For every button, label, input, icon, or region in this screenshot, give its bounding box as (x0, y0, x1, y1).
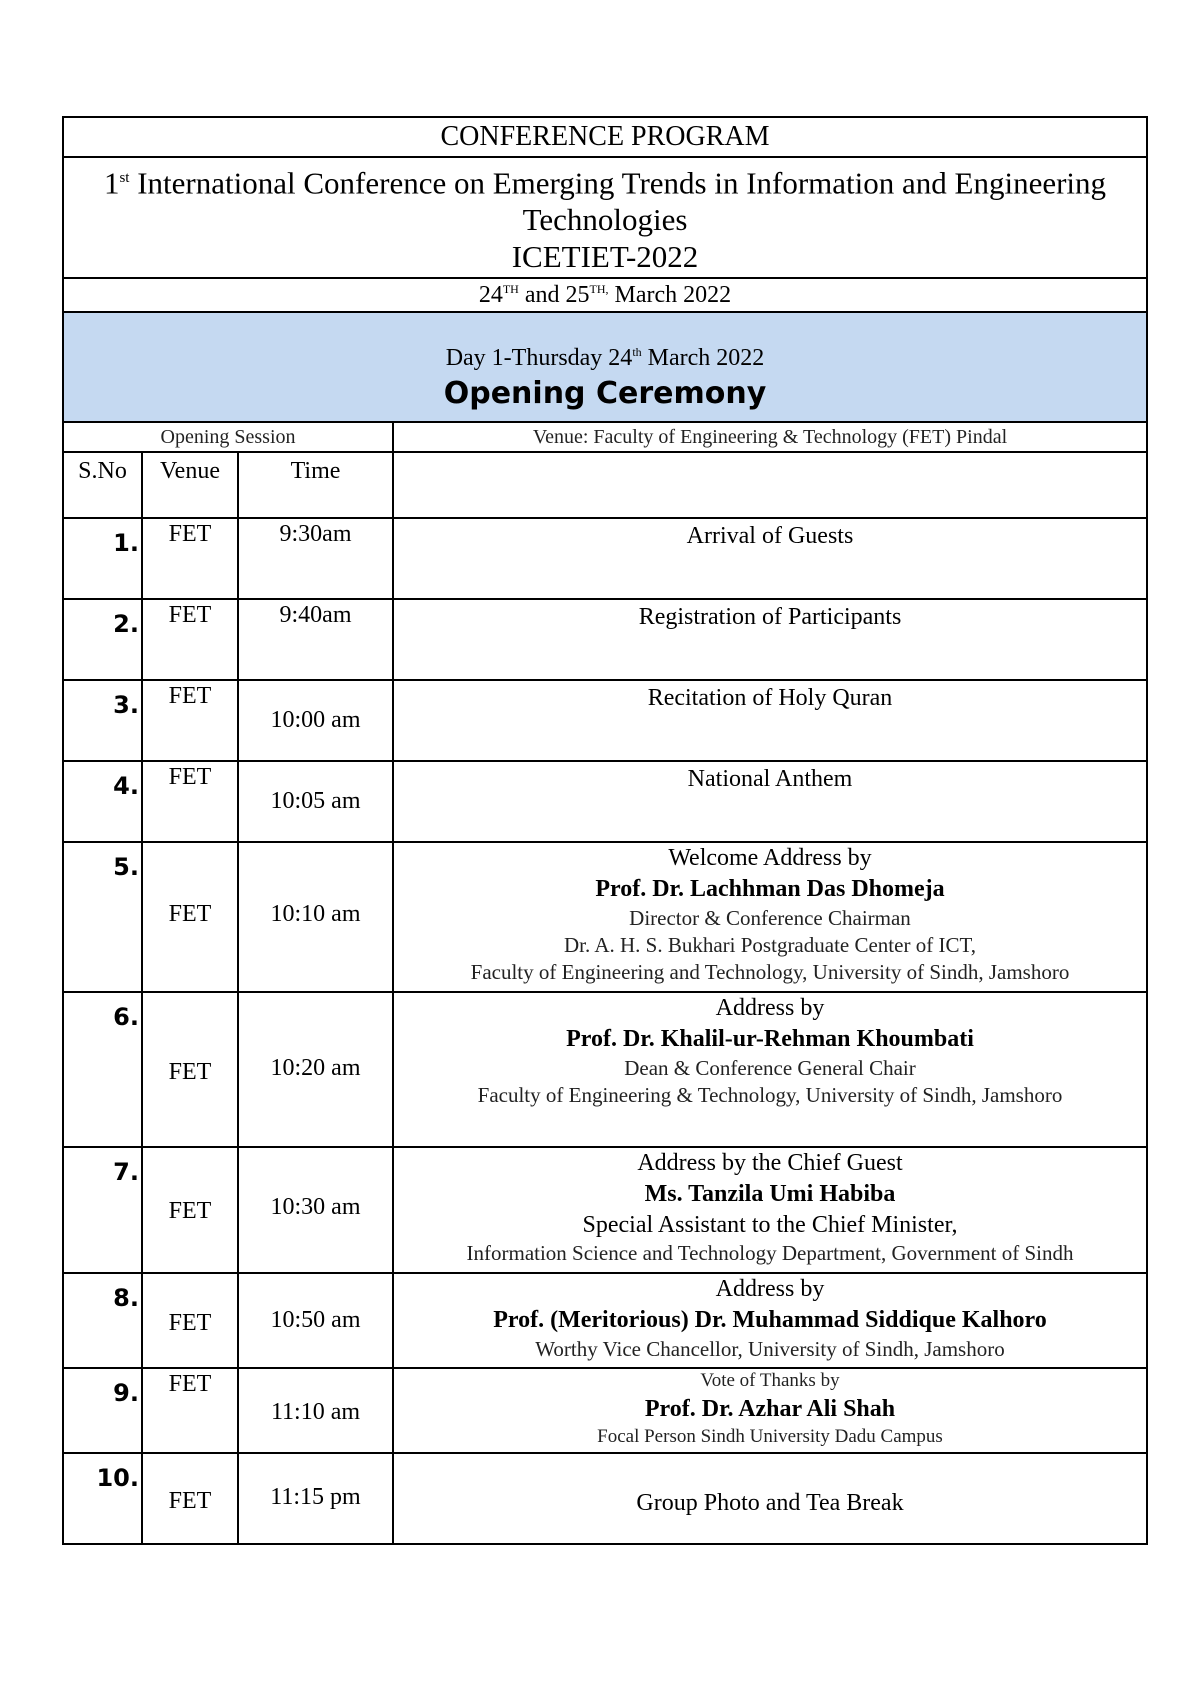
table-row (63, 599, 1147, 680)
row-time: 11:10 am (238, 1368, 393, 1453)
row-activity: Welcome Address by Prof. Dr. Lachhman Das Dhomeja Director & Conference Chairman Dr. A. H. S. Bukhari Postgraduate Center of ICT, Faculty of Engineering and Technology, University of Sindh, Jamshoro (393, 842, 1147, 992)
row-activity: Address by the Chief Guest Ms. Tanzila Umi Habiba Special Assistant to the Chief Minister, Information Science and Technology Department, Government of Sindh (393, 1147, 1147, 1273)
row-venue: FET (142, 1453, 238, 1544)
row-number: 6. (63, 992, 142, 1147)
row-venue: FET (142, 599, 238, 680)
conference-program-table (62, 116, 1148, 1545)
row-time: 10:50 am (238, 1273, 393, 1368)
row-venue: FET (142, 842, 238, 992)
row-activity: Arrival of Guests (393, 518, 1147, 599)
table-row (63, 518, 1147, 599)
day-banner (63, 312, 1147, 422)
row-venue: FET (142, 1368, 238, 1453)
table-row (63, 992, 1147, 1147)
col-header-sno: S.No (63, 452, 142, 518)
row-activity: Recitation of Holy Quran (393, 680, 1147, 761)
row-time: 10:10 am (238, 842, 393, 992)
row-number: 10. (63, 1453, 142, 1544)
session-venue: Venue: Faculty of Engineering & Technology (FET) Pindal (393, 422, 1147, 452)
row-activity: Registration of Participants (393, 599, 1147, 680)
row-number: 8. (63, 1273, 142, 1368)
row-activity: Vote of Thanks by Prof. Dr. Azhar Ali Shah Focal Person Sindh University Dadu Campus (393, 1368, 1147, 1453)
row-venue: FET (142, 680, 238, 761)
row-time: 10:05 am (238, 761, 393, 842)
row-time: 9:40am (238, 599, 393, 680)
row-activity: Address by Prof. Dr. Khalil-ur-Rehman Khoumbati Dean & Conference General Chair Faculty of Engineering & Technology, University of Sindh, Jamshoro (393, 992, 1147, 1147)
table-row (63, 1273, 1147, 1368)
table-row (63, 842, 1147, 992)
row-time: 9:30am (238, 518, 393, 599)
row-time: 10:30 am (238, 1147, 393, 1273)
row-activity: Group Photo and Tea Break (393, 1453, 1147, 1544)
row-number: 2. (63, 599, 142, 680)
conference-name-cell (63, 157, 1147, 278)
conference-dates: 24TH and $25^{TH,}$ March 2022 (63, 278, 1147, 312)
row-venue: FET (142, 761, 238, 842)
row-time: 10:20 am (238, 992, 393, 1147)
row-time: 10:00 am (238, 680, 393, 761)
table-row (63, 761, 1147, 842)
table-row (63, 1368, 1147, 1453)
col-header-venue: Venue (142, 452, 238, 518)
table-row (63, 1147, 1147, 1273)
row-venue: FET (142, 1273, 238, 1368)
conference-name: 1st International Conference on Emerging Trends in Information and Engineering Technologies (103, 165, 1107, 238)
row-number: 5. (63, 842, 142, 992)
ceremony-title: Opening Ceremony (443, 376, 767, 412)
row-venue: FET (142, 518, 238, 599)
row-time: 11:15 pm (238, 1453, 393, 1544)
col-header-time: Time (238, 452, 393, 518)
row-number: 7. (63, 1147, 142, 1273)
row-venue: FET (142, 992, 238, 1147)
row-number: 3. (63, 680, 142, 761)
row-activity: Address by Prof. (Meritorious) Dr. Muhammad Siddique Kalhoro Worthy Vice Chancellor, University of Sindh, Jamshoro (393, 1273, 1147, 1368)
row-activity: National Anthem (393, 761, 1147, 842)
row-number: 9. (63, 1368, 142, 1453)
table-row (63, 680, 1147, 761)
session-name: Opening Session (63, 422, 393, 452)
row-venue: FET (142, 1147, 238, 1273)
conference-acronym: ICETIET-2022 (511, 239, 699, 275)
program-title: CONFERENCE PROGRAM (63, 117, 1147, 157)
col-header-activity (393, 452, 1147, 518)
row-number: 4. (63, 761, 142, 842)
table-row (63, 1453, 1147, 1544)
day-label: Day 1-Thursday 24th March 2022 (445, 345, 765, 372)
row-number: 1. (63, 518, 142, 599)
